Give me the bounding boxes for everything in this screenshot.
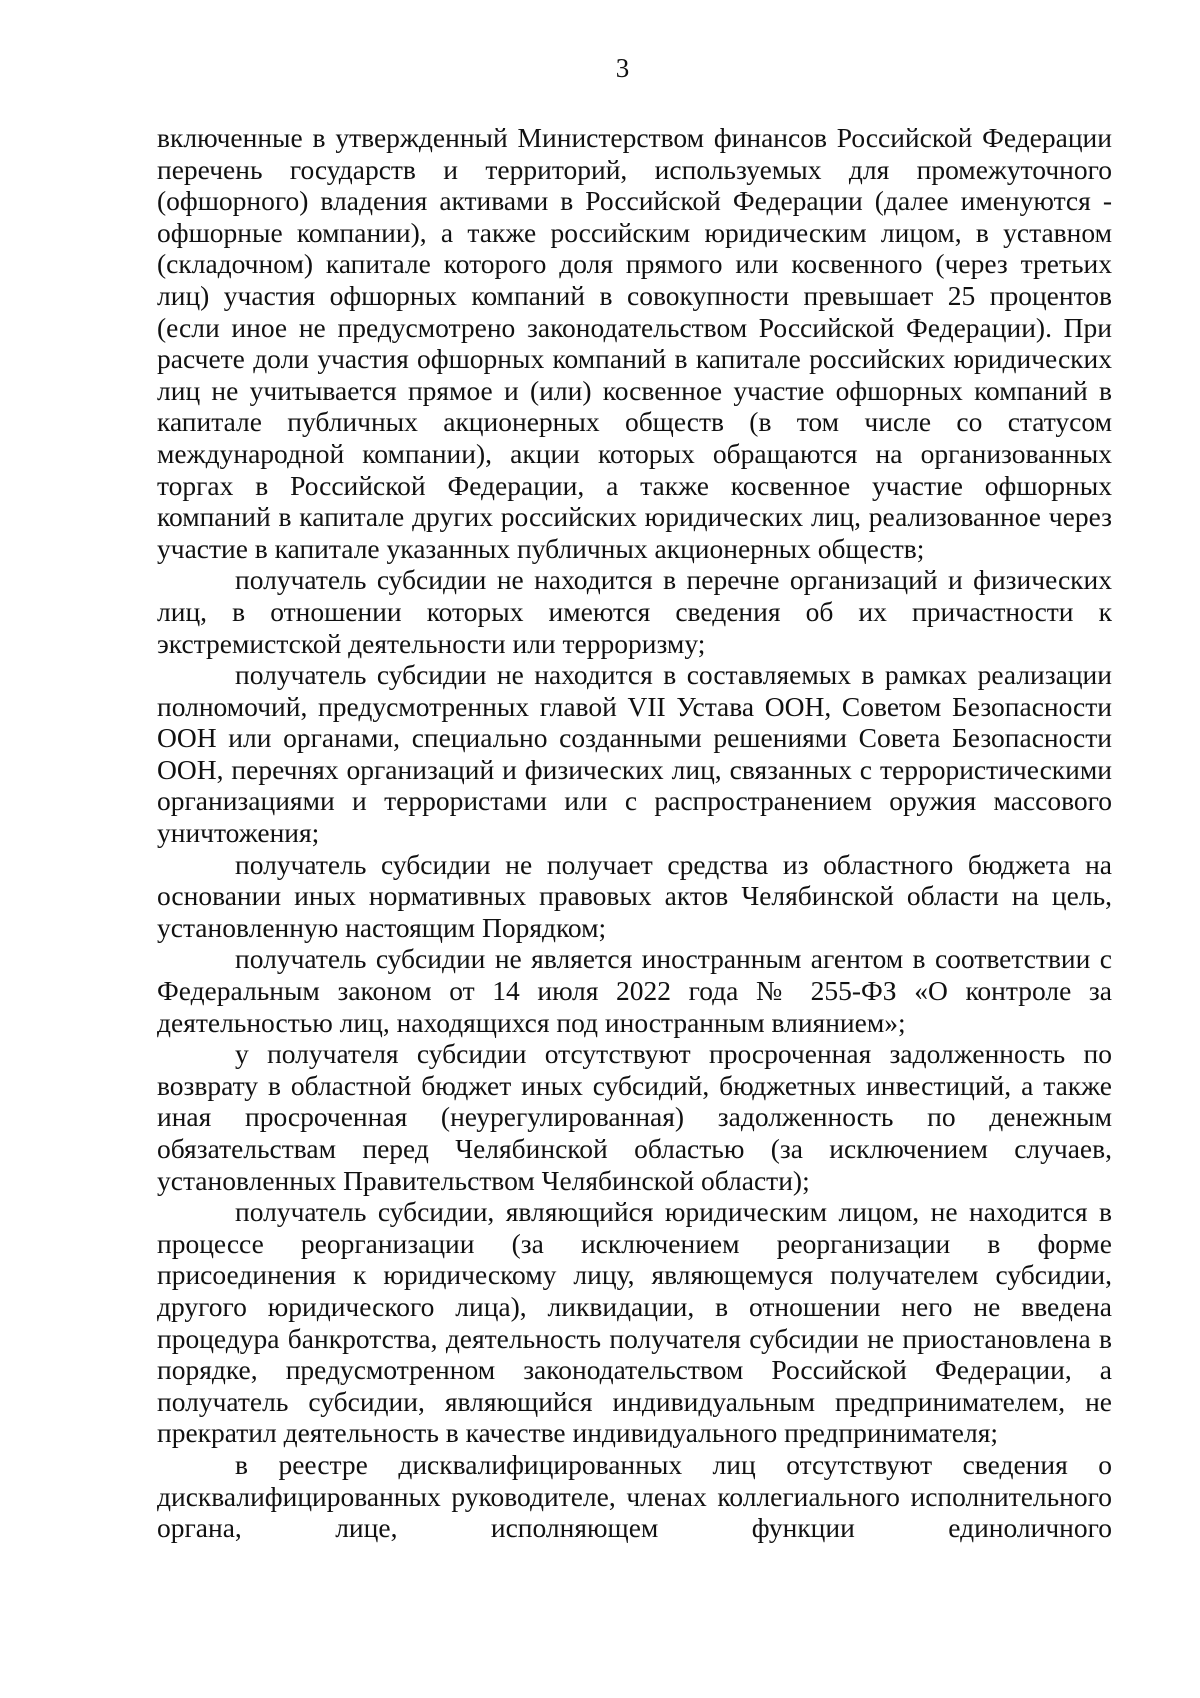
paragraph-offshore-companies: включенные в утвержденный Министерством финансов Российской Федерации перечень государств и территорий, используемых для промежуточного (офшорного) владения активами в Российской Федерации (далее именуются - офшорные компании), а также российским юридическим лицом, в уставном (складочном) капитале которого доля прямого или косвенного (через третьих лиц) участия офшорных компаний в совокупности превышает 25 процентов (если иное не предусмотрено законодательством Российской Федерации). При расчете доли участия офшорных компаний в капитале российских юридических лиц не учитывается прямое и (или) косвенное участие офшорных компаний в капитале публичных акционерных обществ (в том числе со статусом международной компании), акции которых обращаются на организованных торгах в Российской Федерации, а также косвенное участие офшорных компаний в капитале других российских юридических лиц, реализованное через участие в капитале указанных публичных акционерных обществ;: [157, 122, 1112, 564]
paragraph-extremism-list: получатель субсидии не находится в перечне организаций и физических лиц, в отношении которых имеются сведения об их причастности к экстремистской деятельности или терроризму;: [157, 564, 1112, 659]
paragraph-no-other-budget-funds: получатель субсидии не получает средства из областного бюджета на основании иных нормативных правовых актов Челябинской области на цель, установленную настоящим Порядком;: [157, 848, 1112, 943]
paragraph-disqualified-persons-registry: в реестре дисквалифицированных лиц отсутствуют сведения о дисквалифицированных руководителе, членах коллегиального исполнительного органа, лице, исполняющем функции единоличного: [157, 1448, 1112, 1544]
paragraph-no-overdue-debt: у получателя субсидии отсутствуют просроченная задолженность по возврату в областной бюджет иных субсидий, бюджетных инвестиций, а также иная просроченная (неурегулированная) задолженность по денежным обязательствам перед Челябинской областью (за исключением случаев, установленных Правительством Челябинской области);: [157, 1038, 1112, 1196]
paragraph-no-reorganization-liquidation: получатель субсидии, являющийся юридическим лицом, не находится в процессе реорганизации (за исключением реорганизации в форме присоединения к юридическому лицу, являющемуся получателем субсидии, другого юридического лица), ликвидации, в отношении него не введена процедура банкротства, деятельность получателя субсидии не приостановлена в порядке, предусмотренном законодательством Российской Федерации, а получатель субсидии, являющийся индивидуальным предпринимателем, не прекратил деятельность в качестве индивидуального предпринимателя;: [157, 1196, 1112, 1449]
document-body: [157, 122, 1112, 1544]
paragraph-not-foreign-agent: получатель субсидии не является иностранным агентом в соответствии с Федеральным законом от 14 июля 2022 года № 255-ФЗ «О контроле за деятельностью лиц, находящихся под иностранным влиянием»;: [157, 943, 1112, 1038]
page-number: 3: [615, 53, 630, 83]
paragraph-un-security-council-lists: получатель субсидии не находится в составляемых в рамках реализации полномочий, предусмотренных главой VII Устава ООН, Советом Безопасности ООН или органами, специально созданными решениями Совета Безопасности ООН, перечнях организаций и физических лиц, связанных с террористическими организациями и террористами или с распространением оружия массового уничтожения;: [157, 659, 1112, 849]
